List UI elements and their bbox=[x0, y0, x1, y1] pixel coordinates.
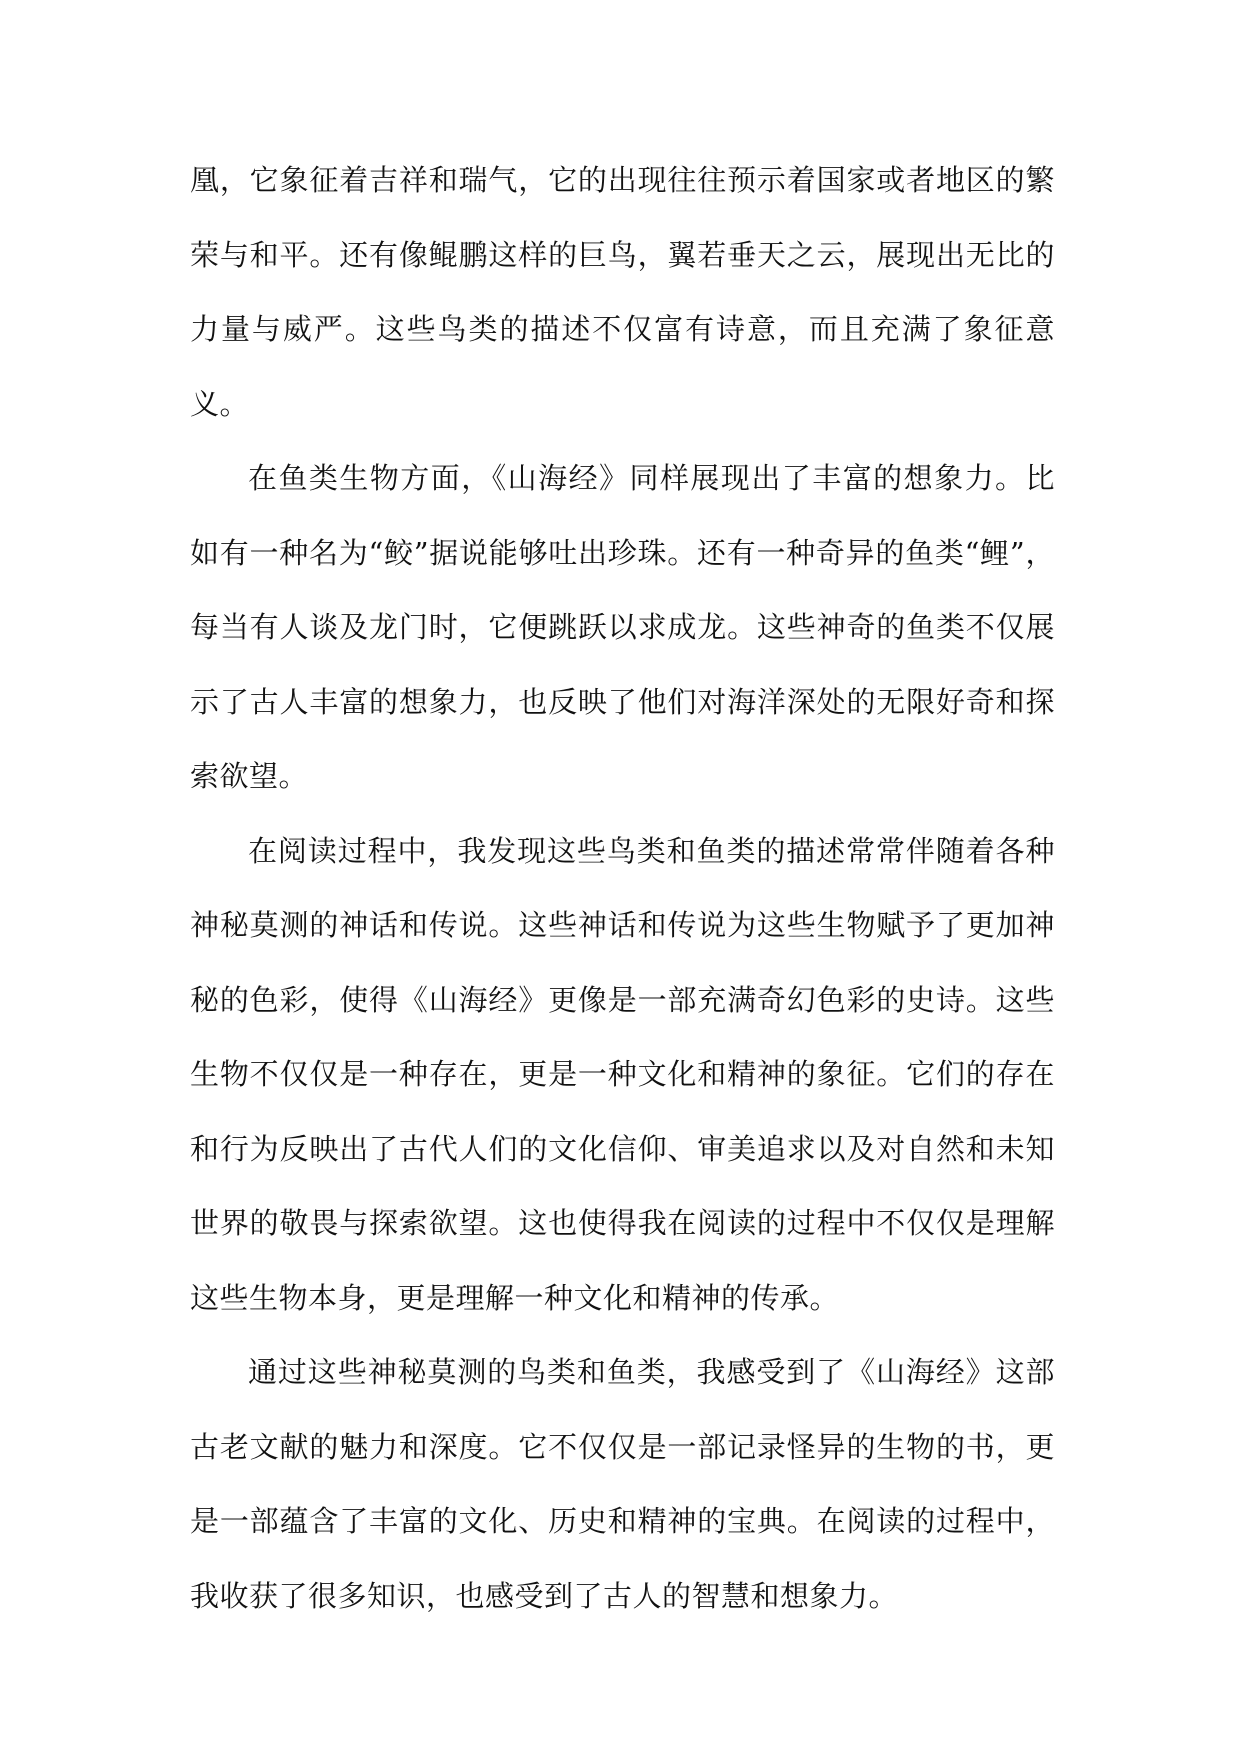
paragraph-conclusion: 通过这些神秘莫测的鸟类和鱼类，我感受到了《山海经》这部古老文献的魅力和深度。它不仅仅是一部记录怪异的生物的书，更是一部蕴含了丰富的文化、历史和精神的宝典。在阅读的过程中，我收获了很多知识，也感受到了古人的智慧和想象力。 bbox=[190, 1355, 1055, 1613]
paragraph-fish: 在鱼类生物方面，《山海经》同样展现出了丰富的想象力。比如有一种名为“鲛”据说能够吐出珍珠。还有一种奇异的鱼类“鲤”，每当有人谈及龙门时，它便跳跃以求成龙。这些神奇的鱼类不仅展示了古人丰富的想象力，也反映了他们对海洋深处的无限好奇和探索欲望。 bbox=[190, 461, 1055, 793]
paragraph-continuation: 凰，它象征着吉祥和瑞气，它的出现往往预示着国家或者地区的繁荣与和平。还有像鲲鹏这样的巨鸟，翼若垂天之云，展现出无比的力量与威严。这些鸟类的描述不仅富有诗意，而且充满了象征意义。 bbox=[190, 163, 1055, 421]
paragraph-reading-process: 在阅读过程中，我发现这些鸟类和鱼类的描述常常伴随着各种神秘莫测的神话和传说。这些神话和传说为这些生物赋予了更加神秘的色彩，使得《山海经》更像是一部充满奇幻色彩的史诗。这些生物不仅仅是一种存在，更是一种文化和精神的象征。它们的存在和行为反映出了古代人们的文化信仰、审美追求以及对自然和未知世界的敬畏与探索欲望。这也使得我在阅读的过程中不仅仅是理解这些生物本身，更是理解一种文化和精神的传承。 bbox=[190, 833, 1055, 1315]
document-body bbox=[190, 143, 1055, 1633]
